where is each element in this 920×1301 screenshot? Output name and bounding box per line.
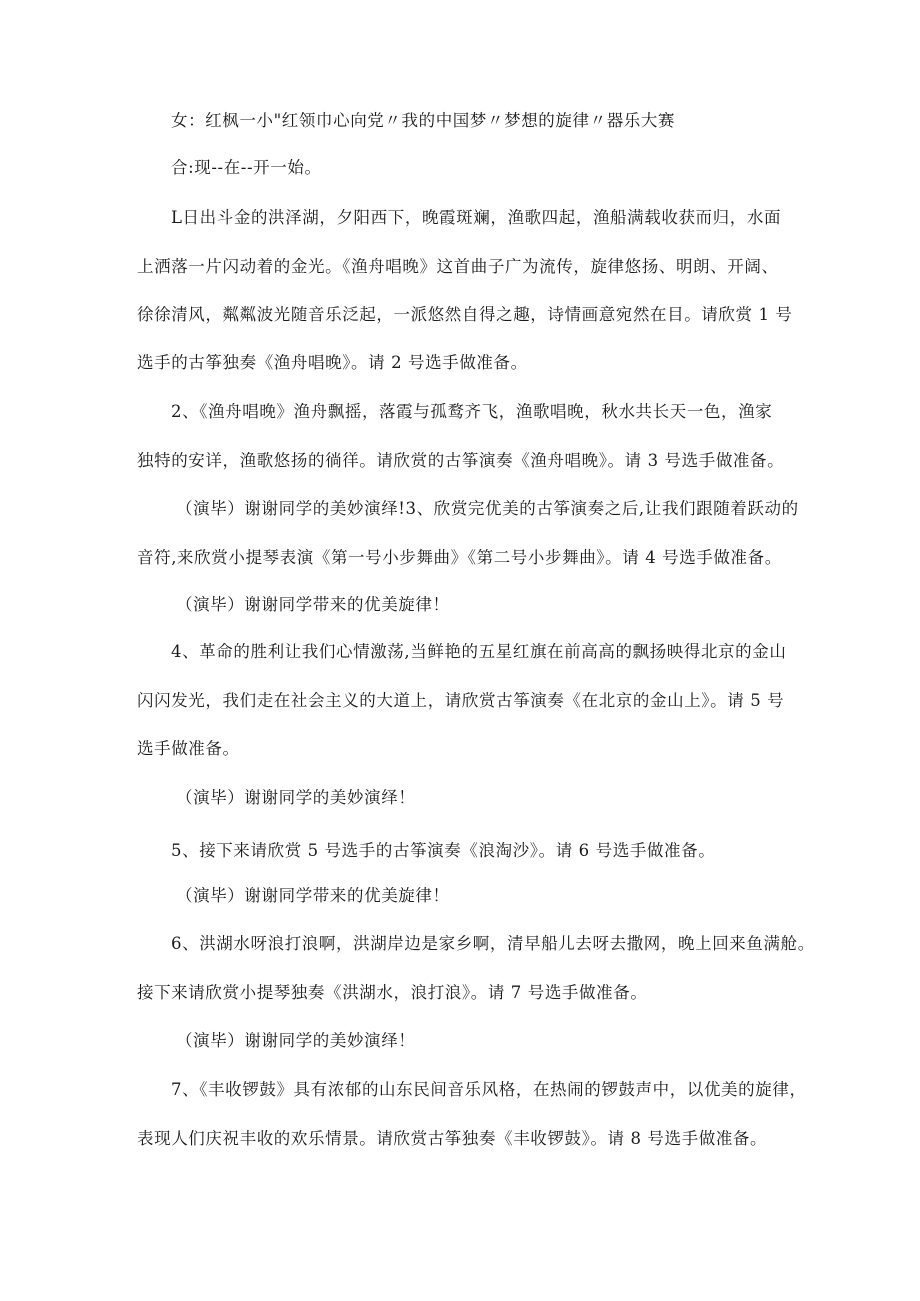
paragraph-5-line-1: 5、接下来请欣赏 5 号选手的古筝演奏《浪淘沙》。请 6 号选手做准备。 <box>171 841 716 860</box>
paragraph-2-line-1: 2、《渔舟唱晚》渔舟飘摇，落霞与孤鹜齐飞，渔歌唱晚，秋水共长天一色，渔家 <box>171 402 773 421</box>
paragraph-7-line-1: 7、《丰收锣鼓》具有浓郁的山东民间音乐风格，在热闹的锣鼓声中，以优美的旋律， <box>171 1080 807 1099</box>
paragraph-1-line-1: L日出斗金的洪泽湖，夕阳西下，晚霞斑斓，渔歌四起，渔船满载收获而归，水面 <box>171 208 782 227</box>
after-performance-line: （演毕）谢谢同学的美妙演绎！ <box>176 1031 416 1050</box>
paragraph-6-line-2: 接下来请欣赏小提琴独奏《洪湖水，浪打浪》。请 7 号选手做准备。 <box>137 983 648 1002</box>
host-intro-line: 女：红枫一小"红领巾心向党〃我的中国梦〃梦想的旋律〃器乐大赛 <box>171 111 676 130</box>
paragraph-7-line-2: 表现人们庆祝丰收的欢乐情景。请欣赏古筝独奏《丰收锣鼓》。请 8 号选手做准备。 <box>137 1129 768 1148</box>
paragraph-1-line-4: 选手的古筝独奏《渔舟唱晚》。请 2 号选手做准备。 <box>137 353 528 372</box>
paragraph-4-line-1: 4、革命的胜利让我们心情激荡,当鲜艳的五星红旗在前高高的飘扬映得北京的金山 <box>171 642 787 661</box>
paragraph-4-line-2: 闪闪发光，我们走在社会主义的大道上，请欣赏古筝演奏《在北京的金山上》。请 5 号 <box>137 691 785 710</box>
after-performance-line: （演毕）谢谢同学的美妙演绎！ <box>176 788 416 807</box>
paragraph-3-line-1: （演毕）谢谢同学的美妙演绎!3、欣赏完优美的古筝演奏之后,让我们跟随着跃动的 <box>176 499 799 518</box>
after-performance-line: （演毕）谢谢同学带来的优美旋律！ <box>176 595 450 614</box>
paragraph-3-line-2: 音符,来欣赏小提琴表演《第一号小步舞曲》《第二号小步舞曲》。请 4 号选手做准备。 <box>137 548 782 567</box>
paragraph-1-line-3: 徐徐清风，粼粼波光随音乐泛起，一派悠然自得之趣，诗情画意宛然在目。请欣赏 1 号 <box>137 305 793 324</box>
paragraph-2-line-2: 独特的安详，渔歌悠扬的徜徉。请欣赏的古筝演奏《渔舟唱晚》。请 3 号选手做准备。 <box>137 451 785 470</box>
paragraph-1-line-2: 上洒落一片闪动着的金光。《渔舟唱晚》这首曲子广为流传，旋律悠扬、明朗、开阔、 <box>137 257 779 276</box>
paragraph-4-line-3: 选手做准备。 <box>137 739 240 758</box>
chorus-start-line: 合:现--在--开一始。 <box>171 158 322 177</box>
after-performance-line: （演毕）谢谢同学带来的优美旋律！ <box>176 886 450 905</box>
paragraph-6-line-1: 6、洪湖水呀浪打浪啊，洪湖岸边是家乡啊，清早船儿去呀去撒网，晚上回来鱼满舱。 <box>171 934 815 953</box>
